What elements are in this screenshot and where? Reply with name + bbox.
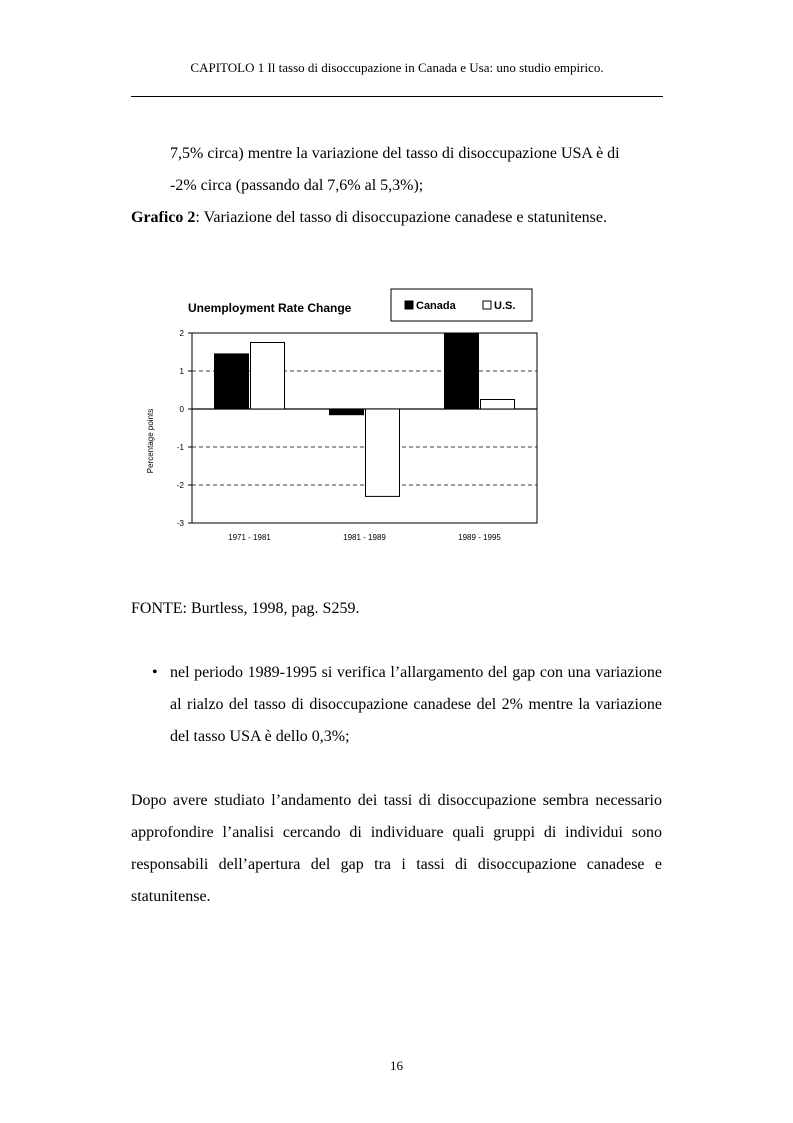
page-number: 16 — [390, 1058, 403, 1073]
y-tick-label: -1 — [176, 443, 184, 452]
body-paragraph: Dopo avere studiato l’andamento dei tassi di disoccupazione sembra necessario approfondire l’analisi cercando di individuare quali gruppi di individui sono responsabili dell’apertura del gap tra i tassi di disoccupazione canadese e statunitense. — [131, 792, 662, 905]
bar-us-3 — [481, 400, 515, 410]
y-tick-label: -2 — [176, 481, 184, 490]
chart-title: Unemployment Rate Change — [188, 301, 352, 315]
bullet-item: nel periodo 1989-1995 si verifica l’allargamento del gap con una variazione al rialzo del tasso di disoccupazione canadese del 2% mentre la variazione del tasso USA è dello 0,3%; — [170, 664, 662, 745]
continued-text-line-2: -2% circa (passando dal 7,6% al 5,3%); — [170, 177, 424, 194]
caption-text: : Variazione del tasso di disoccupazione canadese e statunitense. — [195, 209, 607, 226]
y-tick-label: -3 — [176, 519, 184, 528]
y-axis-label: Percentage points — [146, 408, 155, 474]
header-rule — [131, 96, 663, 97]
x-category-label: 1981 - 1989 — [343, 533, 386, 542]
bar-us-2 — [366, 409, 400, 496]
unemployment-rate-chart — [140, 285, 550, 550]
bar-canada-3 — [445, 333, 479, 409]
x-category-label: 1971 - 1981 — [228, 533, 271, 542]
bar-us-1 — [251, 343, 285, 410]
bullet-marker: • — [152, 664, 158, 681]
y-tick-label: 2 — [179, 329, 184, 338]
caption-label: Grafico 2 — [131, 209, 196, 226]
legend-label-canada: Canada — [416, 300, 456, 312]
continued-text-line-1: 7,5% circa) mentre la variazione del tasso di disoccupazione USA è di — [170, 145, 620, 162]
y-tick-label: 0 — [179, 405, 184, 414]
x-category-label: 1989 - 1995 — [458, 533, 501, 542]
legend-swatch-us — [483, 301, 491, 309]
legend-swatch-canada — [405, 301, 413, 309]
running-header: CAPITOLO 1 Il tasso di disoccupazione in Canada e Usa: uno studio empirico. — [190, 60, 604, 75]
figure-caption — [131, 202, 662, 234]
bar-canada-2 — [330, 409, 364, 415]
legend-label-us: U.S. — [494, 300, 516, 312]
y-tick-label: 1 — [179, 367, 184, 376]
source-note: FONTE: Burtless, 1998, pag. S259. — [131, 600, 360, 617]
bar-canada-1 — [215, 354, 249, 409]
